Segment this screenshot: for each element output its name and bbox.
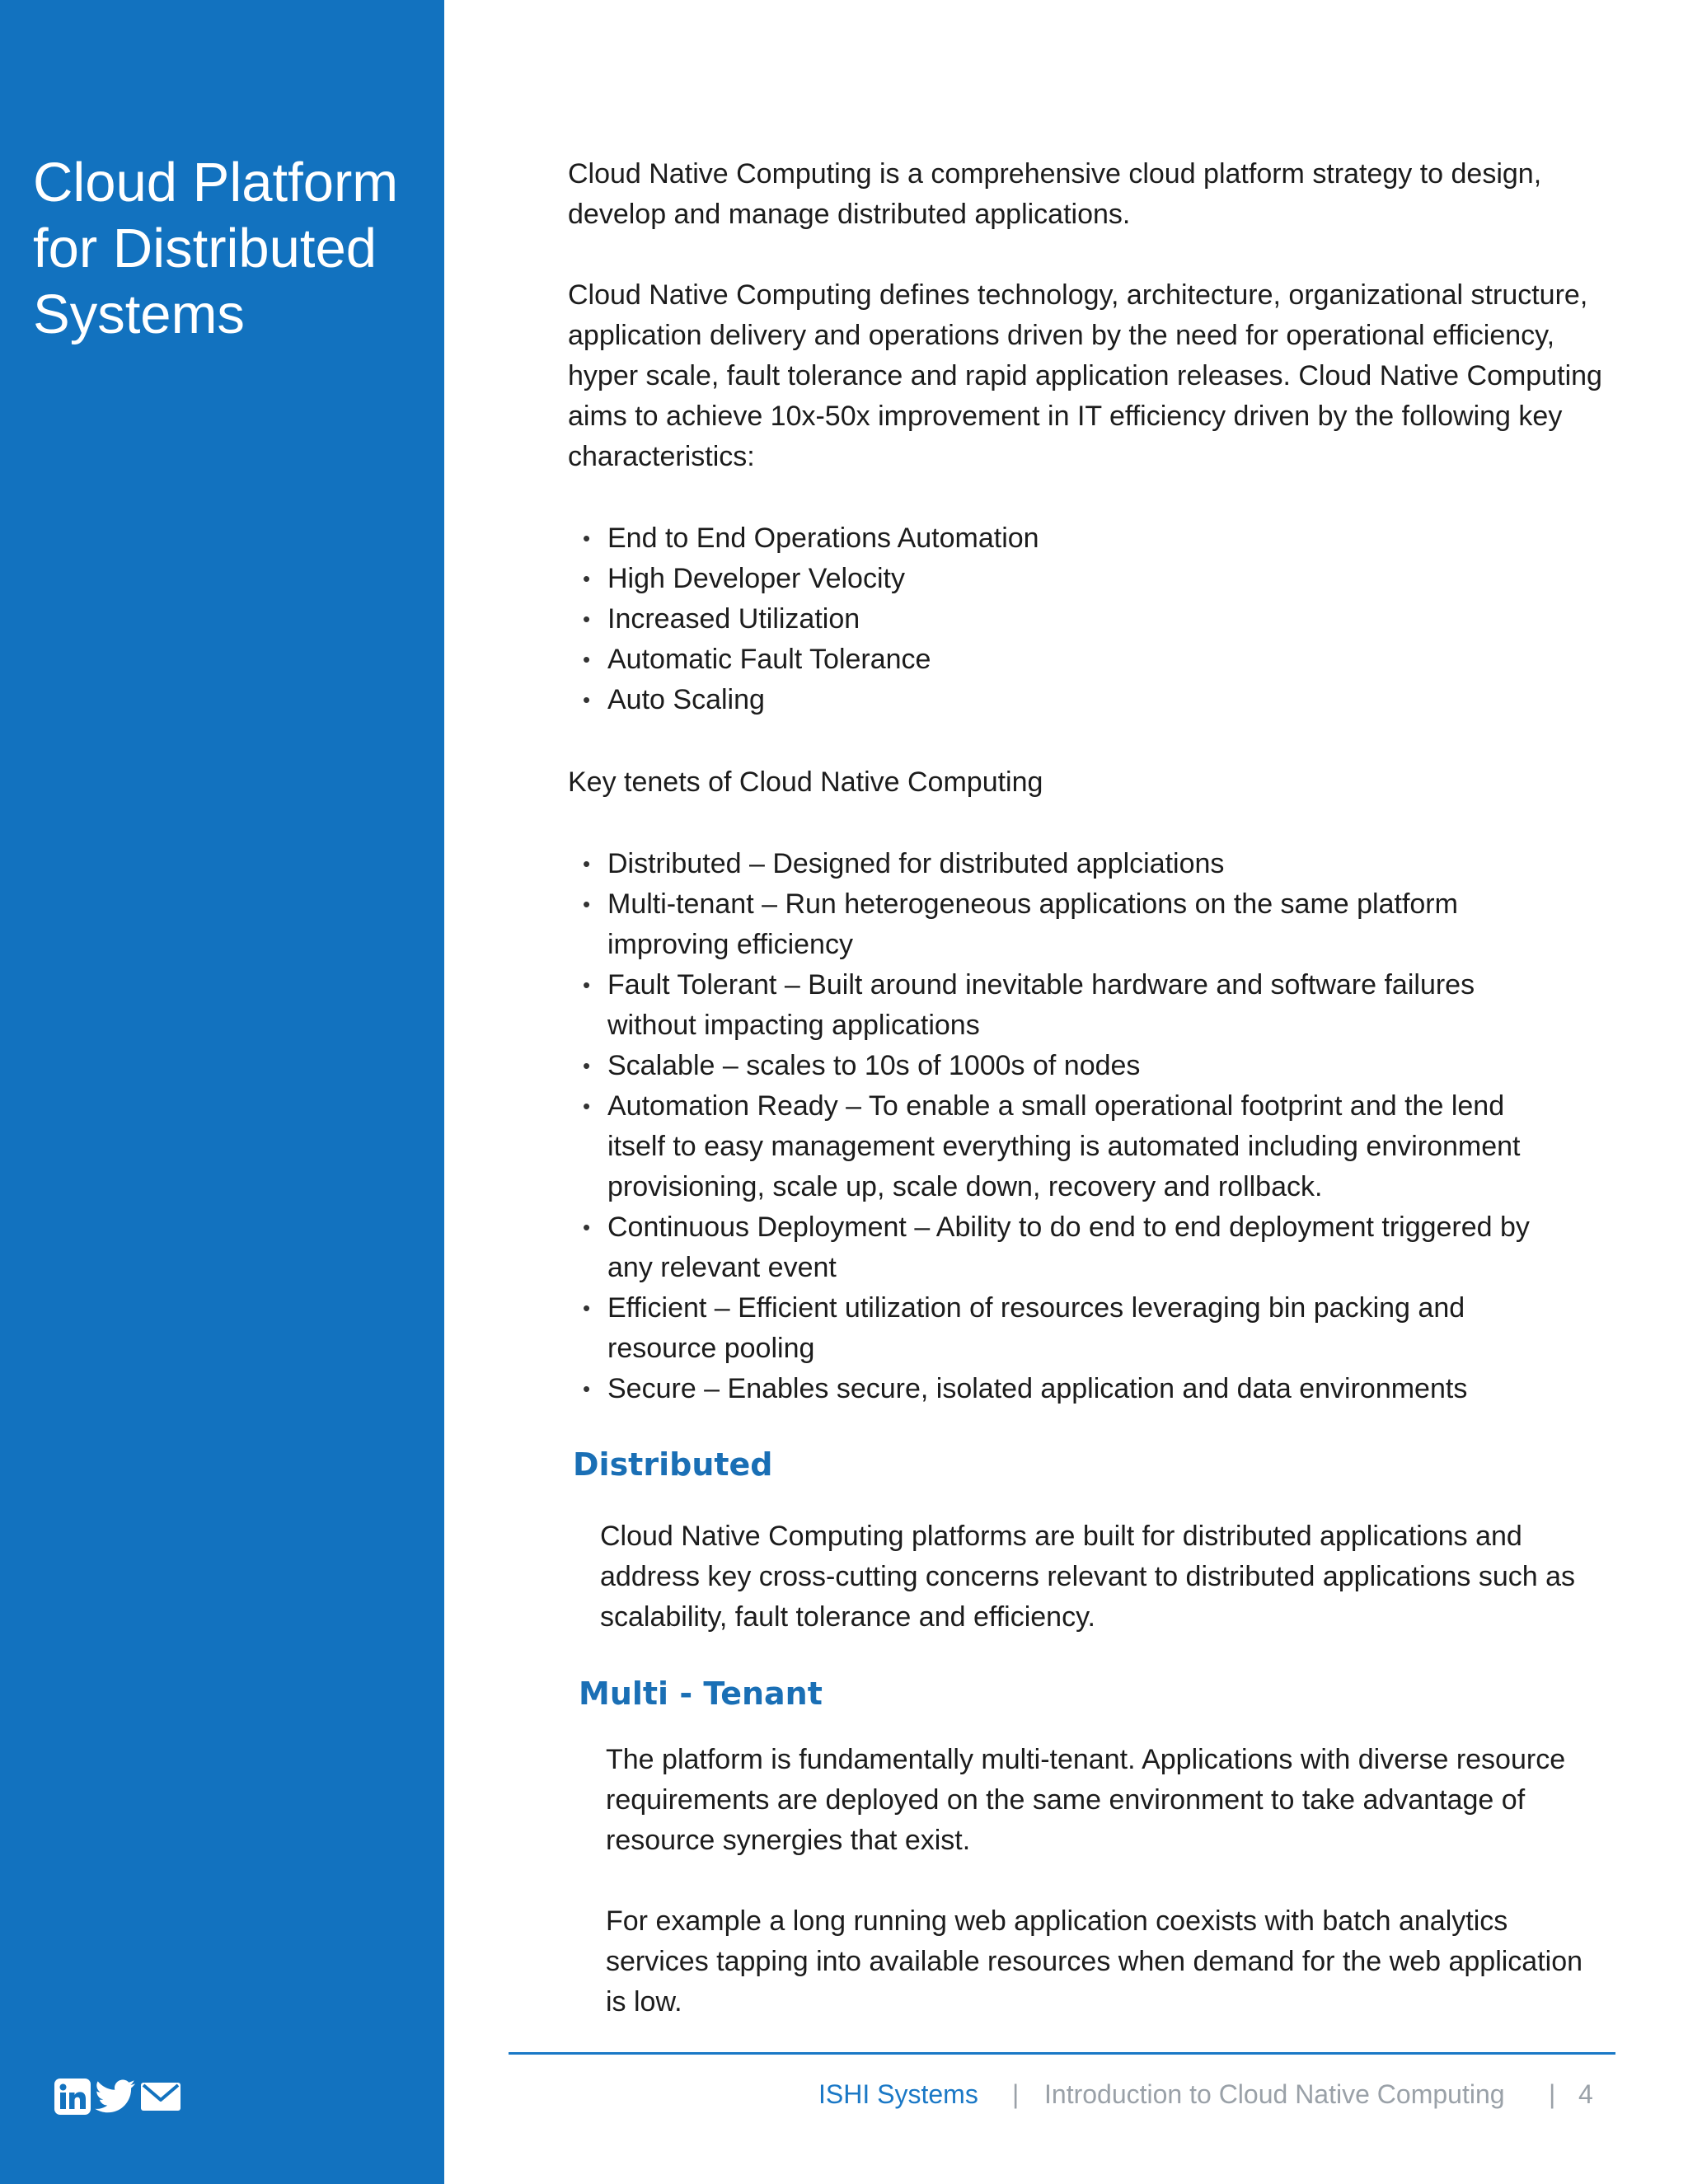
list-item: • Fault Tolerant – Built around inevitable hardware and software failures without impacting applications: [568, 965, 1532, 1046]
list-item: • Distributed – Designed for distributed applciations: [568, 844, 1532, 884]
footer-separator: |: [1012, 2079, 1020, 2109]
list-item: • Increased Utilization: [568, 599, 1611, 640]
footer-separator: |: [1549, 2079, 1556, 2109]
section-heading-multi-tenant: Multi - Tenant: [579, 1675, 823, 1712]
footer-page-number: 4: [1578, 2079, 1593, 2109]
intro-paragraph: Cloud Native Computing is a comprehensive cloud platform strategy to design, develop and manage distributed applications.: [568, 158, 1542, 230]
multi-tenant-paragraph-1: The platform is fundamentally multi-tenant. Applications with diverse resource requirements are deployed on the same environment to take advantage of resource synergies that exist.: [606, 1744, 1566, 1856]
tenets-heading: Key tenets of Cloud Native Computing: [568, 766, 1043, 798]
characteristics-list: [568, 518, 1611, 720]
list-item: • High Developer Velocity: [568, 559, 1611, 599]
multi-tenant-paragraph-2: For example a long running web application coexists with batch analytics services tapping into available resources when demand for the web application is low.: [606, 1905, 1583, 2018]
tenets-list: [568, 844, 1532, 1409]
list-item: • Auto Scaling: [568, 680, 1611, 720]
list-item: • Efficient – Efficient utilization of resources leveraging bin packing and resource pooling: [568, 1288, 1532, 1369]
sidebar-title-line: Cloud Platform: [33, 152, 399, 213]
sidebar-title-line: Systems: [33, 284, 245, 345]
sidebar: [0, 0, 444, 2184]
list-item: • Automatic Fault Tolerance: [568, 640, 1611, 680]
footer-divider: [509, 2052, 1615, 2055]
list-item: • Continuous Deployment – Ability to do end to end deployment triggered by any relevant event: [568, 1207, 1532, 1288]
footer-document-title: Introduction to Cloud Native Computing: [1044, 2079, 1505, 2109]
list-item: • Secure – Enables secure, isolated application and data environments: [568, 1369, 1532, 1409]
list-item: • Automation Ready – To enable a small operational footprint and the lend itself to easy management everything is automated including environment provisioning, scale up, scale down, recovery and rollback.: [568, 1086, 1532, 1207]
section-heading-distributed: Distributed: [573, 1446, 773, 1483]
list-item: • Scalable – scales to 10s of 1000s of nodes: [568, 1046, 1532, 1086]
list-item: • End to End Operations Automation: [568, 518, 1611, 559]
sidebar-title-line: for Distributed: [33, 218, 377, 279]
list-item: • Multi-tenant – Run heterogeneous applications on the same platform improving efficiency: [568, 884, 1532, 965]
sidebar-title: [33, 150, 429, 348]
distributed-paragraph: Cloud Native Computing platforms are built for distributed applications and address key cross-cutting concerns relevant to distributed applications such as scalability, fault tolerance and efficiency.: [600, 1521, 1576, 1633]
footer-company: ISHI Systems: [818, 2079, 978, 2109]
footer: [0, 2074, 1596, 2114]
definition-paragraph: Cloud Native Computing defines technology, architecture, organizational structure, application delivery and operations driven by the need for operational efficiency, hyper scale, fault tolerance and rapid application releases. Cloud Native Computing aims to achieve 10x-50x improvement in IT efficiency driven by the following key characteristics:: [568, 279, 1602, 472]
